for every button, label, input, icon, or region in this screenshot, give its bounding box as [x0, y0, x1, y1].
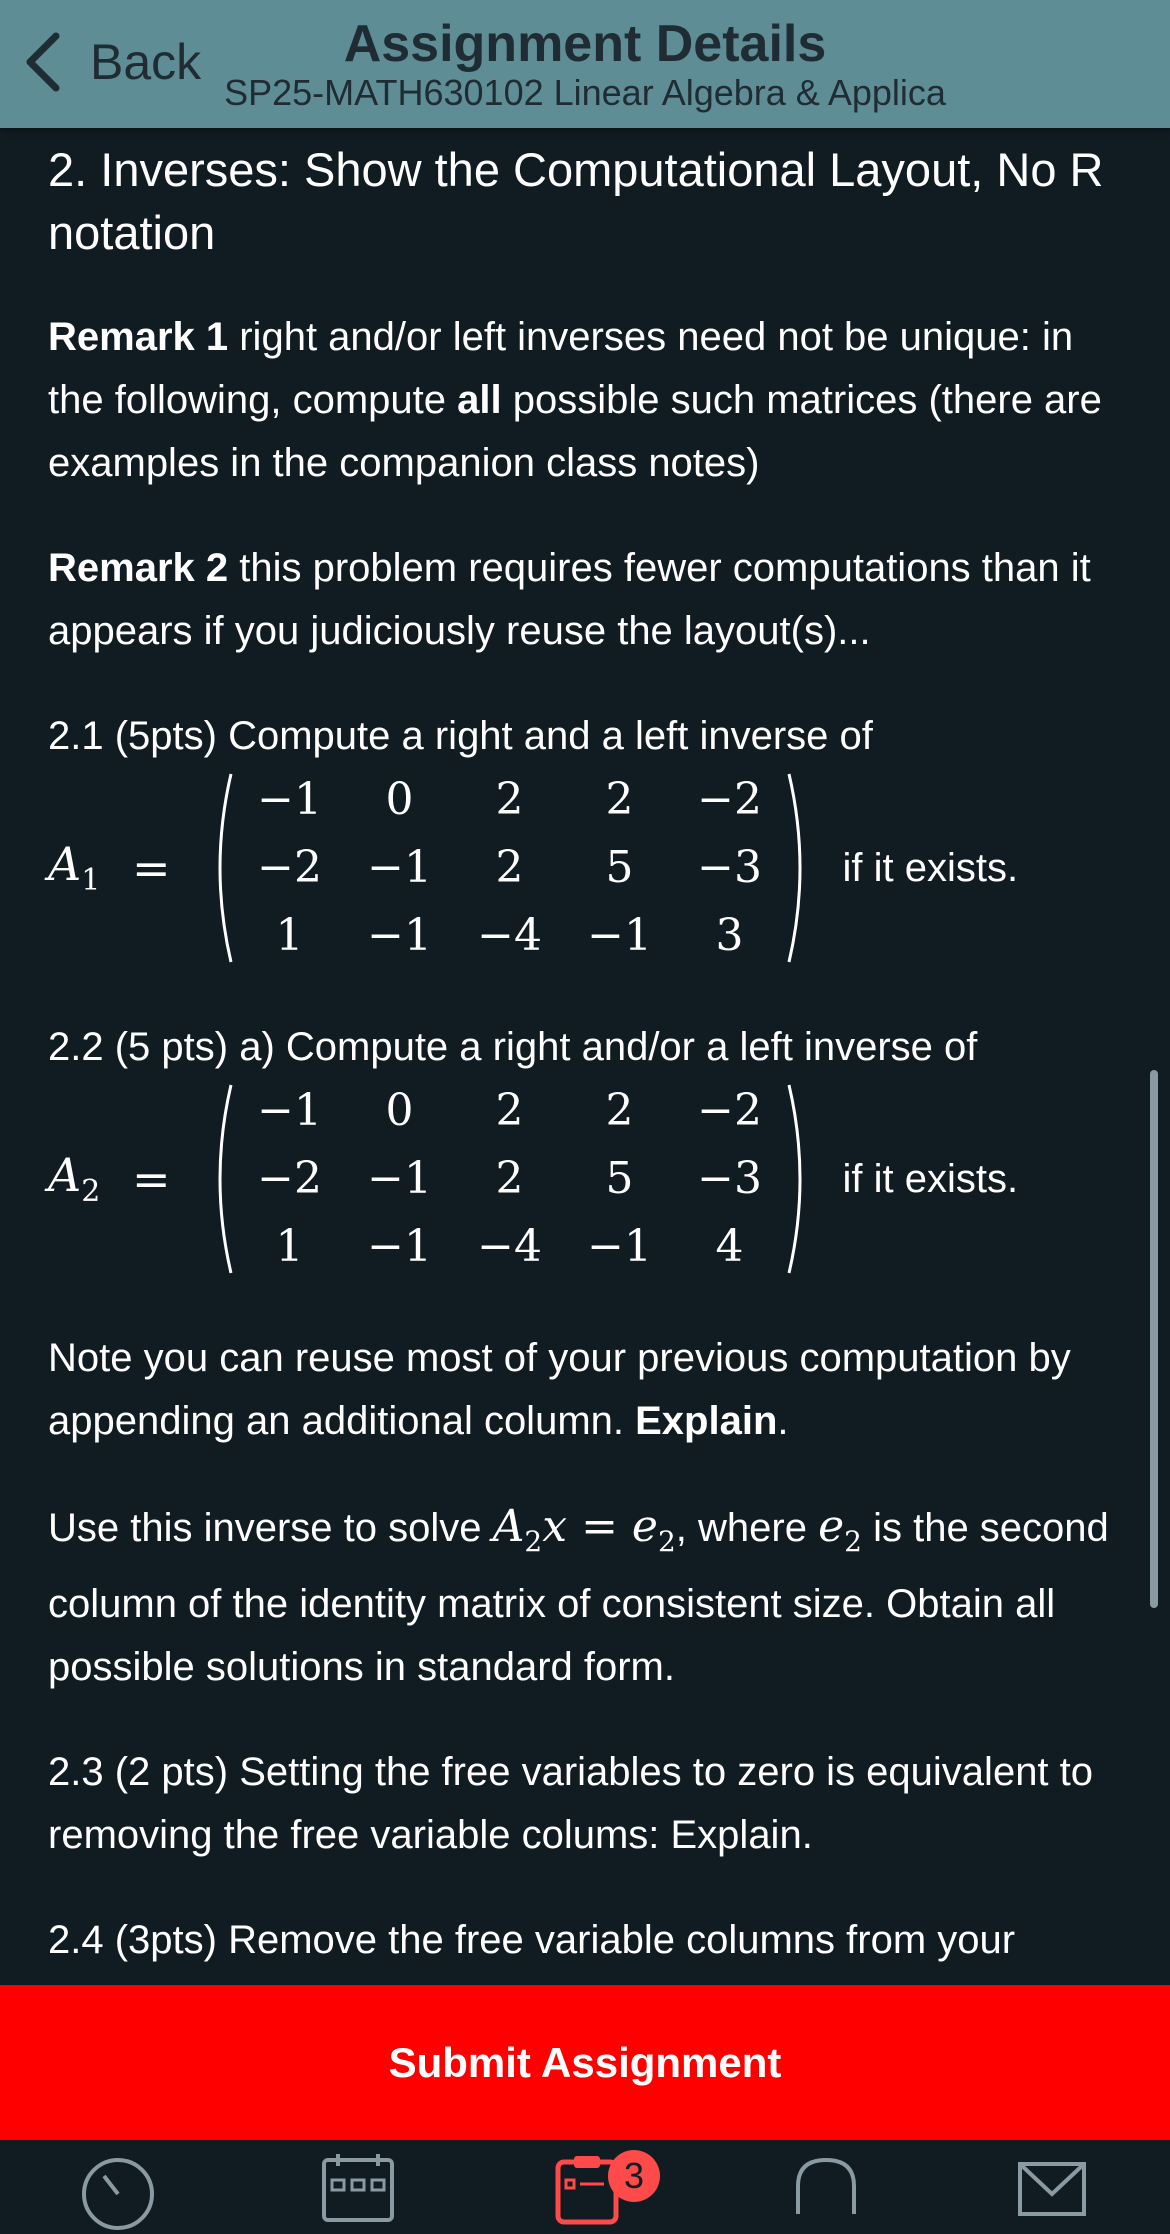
remark-2 [48, 537, 1128, 663]
matrix-a2-suffix: if it exists. [842, 1156, 1019, 1201]
page-title: Assignment Details [343, 15, 827, 73]
matrix-entry: 0 [385, 1085, 414, 1136]
remark-1-text-pre: right and/or left inverses need not be unique: in the following, compute [48, 315, 1074, 422]
matrix-entry: −1 [367, 1153, 432, 1204]
matrix-a2-name: $A_2$ [48, 1148, 101, 1210]
matrix-entry: 2 [495, 1153, 524, 1204]
matrix-entry: 5 [605, 1153, 634, 1204]
matrix-entry: 4 [715, 1221, 744, 1272]
matrix-entry: 2 [495, 774, 524, 825]
matrix-a2-equals: = [132, 1152, 171, 1206]
matrix-entry: −4 [477, 1221, 542, 1272]
matrix-a1-suffix: if it exists. [842, 845, 1019, 890]
matrix-entry: 5 [605, 842, 634, 893]
submit-assignment-button[interactable]: Submit Assignment [0, 1985, 1170, 2140]
reuse-note: Note you can reuse most of your previous computation by appending an additional column. Explain. [48, 1336, 1071, 1443]
matrix-entry: 3 [715, 910, 744, 961]
e2-symbol: $e_2$ [818, 1501, 862, 1558]
bottom-tab-bar [0, 2140, 1170, 2200]
matrix-entry: 1 [275, 910, 304, 961]
matrix-entry: 1 [275, 1221, 304, 1272]
remark-1-text-post: possible such matrices (there are examples in the companion class notes) [48, 378, 1102, 485]
matrix-entry: −2 [257, 1153, 322, 1204]
problem-2-1-intro: 2.1 (5pts) Compute a right and a left inverse of [48, 714, 873, 758]
remark-2-label: Remark 2 [48, 546, 229, 590]
matrix-a1-equals: = [132, 841, 171, 895]
remark-2-text: this problem requires fewer computations than it appears if you judiciously reuse the layout(s)... [48, 546, 1091, 653]
todo-badge: 3 [608, 2150, 660, 2202]
matrix-entry: −2 [697, 1085, 762, 1136]
calendar-icon[interactable] [318, 2154, 398, 2234]
problem-2-4: 2.4 (3pts) Remove the free variable columns from your [48, 1909, 1128, 2050]
remark-1-label: Remark 1 [48, 315, 229, 359]
matrix-entry: −1 [587, 910, 652, 961]
explain-bold: Explain [635, 1399, 778, 1443]
matrix-entry: 2 [495, 842, 524, 893]
matrix-entry: −4 [477, 910, 542, 961]
matrix-entry: 2 [495, 1085, 524, 1136]
matrix-entry: −1 [257, 1085, 322, 1136]
right-paren-icon [785, 770, 815, 966]
matrix-entry: −1 [257, 774, 322, 825]
course-subtitle: SP25-MATH630102 Linear Algebra & Applica [224, 72, 946, 113]
matrix-entry: −1 [367, 1221, 432, 1272]
matrix-entry: −2 [257, 842, 322, 893]
inbox-icon[interactable] [1016, 2154, 1096, 2234]
matrix-entry: −1 [367, 842, 432, 893]
matrix-entry: 2 [605, 1085, 634, 1136]
left-paren-icon [205, 770, 235, 966]
left-paren-icon [205, 1081, 235, 1277]
equation-a2x-e2: $A_2x = e_2$ [492, 1501, 676, 1558]
matrix-a1-name: $A_1$ [48, 837, 101, 899]
assignment-content [48, 128, 1128, 1985]
matrix-entry: −2 [697, 774, 762, 825]
matrix-entry: −1 [367, 910, 432, 961]
right-paren-icon [785, 1081, 815, 1277]
app-header [0, 0, 1170, 128]
clock-icon[interactable] [78, 2154, 158, 2234]
matrix-a2 [48, 1079, 1128, 1279]
problem-2-3: 2.3 (2 pts) Setting the free variables to zero is equivalent to removing the free variable colums: Explain. [48, 1749, 1094, 1857]
matrix-entry: 0 [385, 774, 414, 825]
remark-1 [48, 306, 1128, 495]
remark-1-bold: all [457, 378, 502, 422]
matrix-a1 [48, 768, 1128, 968]
problem-2-2-intro: 2.2 (5 pts) a) Compute a right and/or a left inverse of [48, 1025, 978, 1069]
matrix-a2-entries [235, 1080, 785, 1278]
matrix-entry: 2 [605, 774, 634, 825]
matrix-a1-entries [235, 769, 785, 967]
back-label: Back [90, 34, 202, 90]
matrix-entry: −3 [697, 1153, 762, 1204]
solve-instruction: Use this inverse to solve $A_2x = e_2$, where $e_2$ is the second column of the identity matrix of consistent size. Obtain all possible solutions in standard form. [48, 1501, 1109, 1689]
matrix-entry: −3 [697, 842, 762, 893]
scrollbar[interactable] [1150, 1070, 1158, 1608]
matrix-entry: −1 [587, 1221, 652, 1272]
question-title: 2. Inverses: Show the Computational Layout, No R notation [48, 143, 1104, 259]
notifications-icon[interactable] [786, 2154, 866, 2234]
